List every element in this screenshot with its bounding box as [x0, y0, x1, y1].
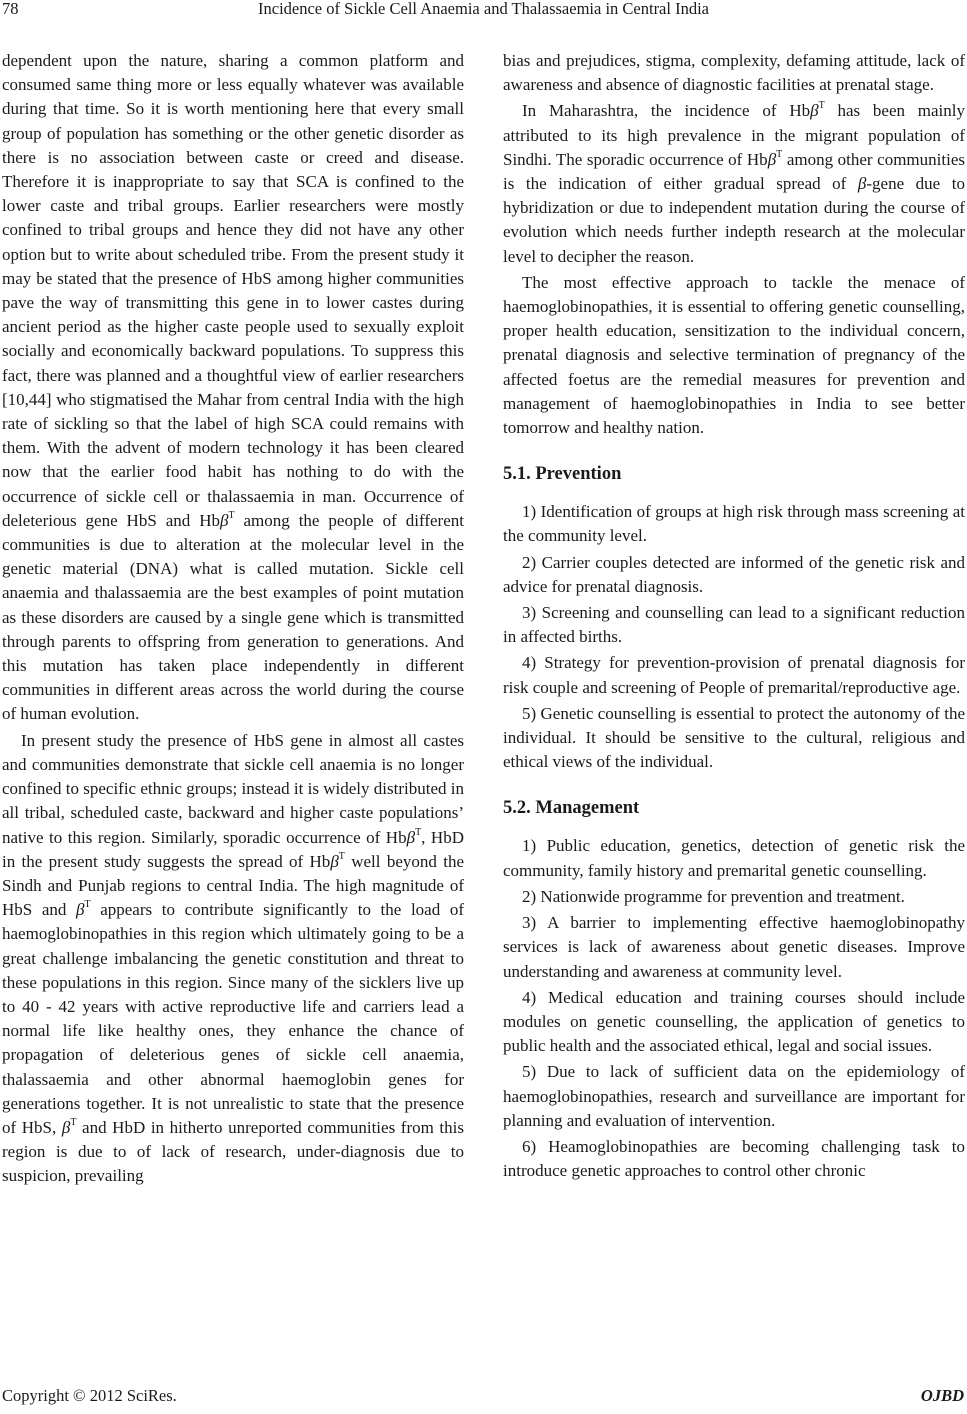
section-heading-management: 5.2. Management	[503, 798, 640, 819]
running-title: Incidence of Sickle Cell Anaemia and Thalassaemia in Central India	[258, 0, 709, 18]
list-item: 4) Medical education and training courses should include modules on genetic counselling, the application of genetics to public health and the associated ethical, legal and social issues.	[503, 987, 965, 1056]
list-item: 4) Strategy for prevention-provision of prenatal diagnosis for risk couple and screening of People of premarital/reproductive age.	[503, 653, 965, 697]
page-number: 78	[2, 0, 19, 18]
page-footer	[0, 1386, 967, 1410]
list-item: 2) Nationwide programme for prevention and treatment.	[522, 886, 905, 906]
paragraph: dependent upon the nature, sharing a common platform and consumed same thing more or less equally whatever was available during that time. So it is worth mentioning here that every small group of population has something or the other genetic disorder as there is no association between caste or creed and disease. Therefore it is inappropriate to say that SCA is confined to the lower caste and tribal groups. Earlier researchers were mostly confined to tribal groups and hence they did not have any other option but to write about scheduled tribe. From the present study it may be stated that the presence of HbS among higher communities pave the way of transmitting this gene in to lower castes during ancient period as the higher caste people used to sexually exploit socially and economically backward populations. To suppress this fact, there was planned and a thoughtful view of earlier researchers [10,44] who stigmatised the Mahar from central India with the high rate of sickling so that the label of high SCA could remains with them. With the advent of modern technology it has been cleared now that the earlier food habit has nothing to do with the occurrence of sickle cell or thalassaemia in man. Occurrence of deleterious gene HbS and Hbβ$^T$ among the people of different communities is due to alteration at the molecular level in the genetic material (DNA) what is called mutation. Sickle cell anaemia and thalassaemia are the best examples of point mutation as these disorders are caused by a single gene which is transmitted through parents to offspring from generation to generations. And this mutation has taken place independently in different communities in different areas across the world during the course of human evolution.	[2, 51, 464, 724]
page-header	[0, 0, 967, 24]
list-item: 3) Screening and counselling can lead to a significant reduction in affected births.	[503, 603, 965, 647]
list-item: 1) Public education, genetics, detection of genetic risk the community, family history and premarital genetic counselling.	[503, 836, 965, 880]
paragraph: The most effective approach to tackle the menace of haemoglobinopathies, it is essential to offering genetic counselling, proper health education, sensitization to the individual concern, prenatal diagnosis and selective termination of pregnancy of the affected foetus are the remedial measures for prevention and management of haemoglobinopathies in India to see better tomorrow and healthy nation.	[503, 272, 965, 438]
journal-abbreviation: OJBD	[920, 1386, 964, 1405]
list-item: 5) Genetic counselling is essential to protect the autonomy of the individual. It should be sensitive to the cultural, religious and ethical views of the individual.	[503, 703, 965, 772]
section-heading-prevention: 5.1. Prevention	[503, 464, 622, 485]
paragraph: In present study the presence of HbS gene in almost all castes and communities demonstrate that sickle cell anaemia is no longer confined to specific ethnic groups; instead it is widely distributed in all tribal, scheduled caste, backward and higher caste populations’ native to this region. Similarly, sporadic occurrence of Hbβ$^T$, HbD in the present study suggests the spread of Hbβ$^T$ well beyond the Sindh and Punjab regions to central India. The high magnitude of HbS and $\beta^T$ appears to contribute significantly to the load of haemoglobinopathies in this region which ultimately going to be a great challenge imbalancing the genetic constitution and threat to these populations in this region. Since many of the sicklers live up to 40 - 42 years with active reproductive life and carriers lead a normal life like healthy ones, they enhance the chance of propagation of deleterious genes of sickle cell anaemia, thalassaemia and other abnormal haemoglobin genes for generations together. It is not unrealistic to state that the presence of HbS, $\beta^T$ and HbD in hitherto unreported communities from this region is due to of lack of research, under-diagnosis due to suspicion, prevailing	[2, 730, 464, 1186]
paragraph: bias and prejudices, stigma, complexity, defaming attitude, lack of awareness and absence of diagnostic facilities at prenatal stage.	[503, 51, 965, 95]
paragraph: In Maharashtra, the incidence of Hbβ$^T$ has been mainly attributed to its high prevalence in the migrant population of Sindhi. The sporadic occurrence of Hbβ$^T$ among other communities is the indication of either gradual spread of β-gene due to hybridization or due to independent mutation during the course of evolution which needs further indepth research at the molecular level to decipher the reason.	[503, 100, 965, 266]
list-item: 3) A barrier to implementing effective haemoglobinopathy services is lack of awareness about genetic diseases. Improve understanding and awareness at community level.	[503, 913, 965, 981]
list-item: 2) Carrier couples detected are informed of the genetic risk and advice for prenatal diagnosis.	[503, 552, 965, 596]
copyright-notice: Copyright © 2012 SciRes.	[2, 1386, 177, 1405]
list-item: 1) Identification of groups at high risk through mass screening at the community level.	[503, 502, 965, 546]
list-item: 5) Due to lack of sufficient data on the epidemiology of haemoglobinopathies, research and surveillance are important for planning and evaluation of intervention.	[503, 1062, 965, 1130]
list-item: 6) Heamoglobinopathies are becoming challenging task to introduce genetic approaches to control other chronic	[503, 1136, 965, 1181]
right-column	[503, 49, 965, 1183]
left-column	[2, 49, 464, 1189]
